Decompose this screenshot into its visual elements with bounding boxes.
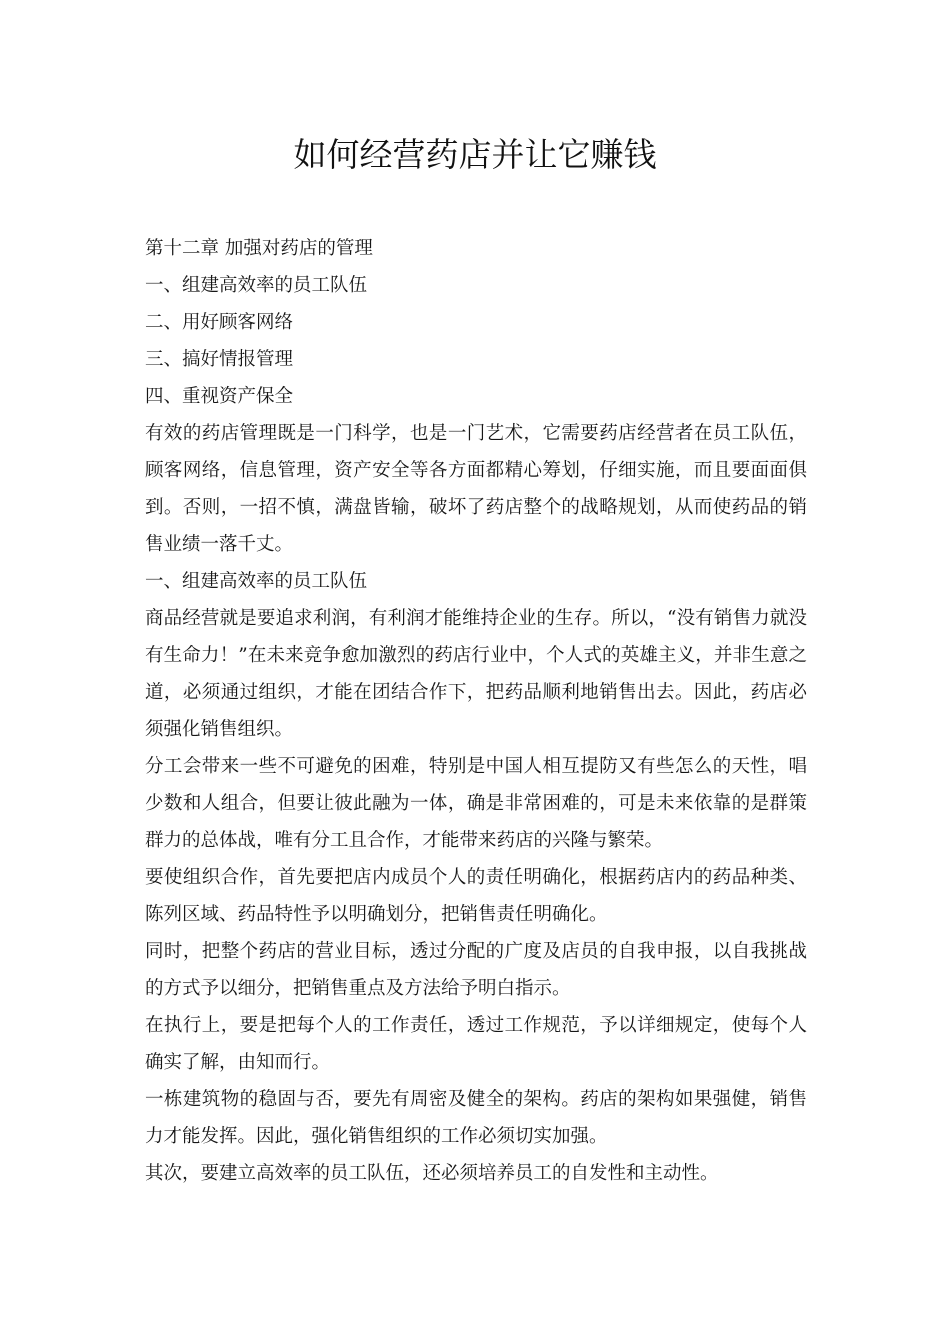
outline-item: 一、组建高效率的员工队伍 (145, 275, 368, 296)
document-body (145, 230, 807, 1192)
outline-item: 二、用好顾客网络 (145, 312, 294, 333)
body-paragraph: 商品经营就是要追求利润，有利润才能维持企业的生存。所以，“没有销售力就没有生命力！”在未来竞争愈加激烈的药店行业中，个人式的英雄主义，并非生意之道，必须通过组织，才能在团结合作下，把药品顺利地销售出去。因此，药店必须强化销售组织。 (145, 608, 807, 740)
body-paragraph: 分工会带来一些不可避免的困难，特别是中国人相互提防又有些怎么的天性，唱少数和人组合，但要让彼此融为一体，确是非常困难的，可是未来依靠的是群策群力的总体战，唯有分工且合作，才能带来药店的兴隆与繁荣。 (145, 756, 807, 851)
body-paragraph: 要使组织合作，首先要把店内成员个人的责任明确化，根据药店内的药品种类、陈列区域、药品特性予以明确划分，把销售责任明确化。 (145, 867, 807, 925)
body-paragraph: 有效的药店管理既是一门科学，也是一门艺术，它需要药店经营者在员工队伍，顾客网络，信息管理，资产安全等各方面都精心筹划，仔细实施，而且要面面俱到。否则，一招不慎，满盘皆输，破坏了药店整个的战略规划，从而使药品的销售业绩一落千丈。 (145, 423, 807, 555)
body-paragraph: 一栋建筑物的稳固与否，要先有周密及健全的架构。药店的架构如果强健，销售力才能发挥。因此，强化销售组织的工作必须切实加强。 (145, 1089, 807, 1147)
chapter-heading: 第十二章 加强对药店的管理 (145, 238, 373, 259)
section-heading: 一、组建高效率的员工队伍 (145, 571, 368, 592)
outline-item: 四、重视资产保全 (145, 386, 294, 407)
document-title: 如何经营药店并让它赚钱 (293, 135, 657, 174)
body-paragraph: 同时，把整个药店的营业目标，透过分配的广度及店员的自我申报，以自我挑战的方式予以细分，把销售重点及方法给予明白指示。 (145, 941, 807, 999)
body-paragraph: 其次，要建立高效率的员工队伍，还必须培养员工的自发性和主动性。 (145, 1163, 719, 1184)
outline-item: 三、搞好情报管理 (145, 349, 294, 370)
body-paragraph: 在执行上，要是把每个人的工作责任，透过工作规范，予以详细规定，使每个人确实了解，由知而行。 (145, 1015, 807, 1073)
